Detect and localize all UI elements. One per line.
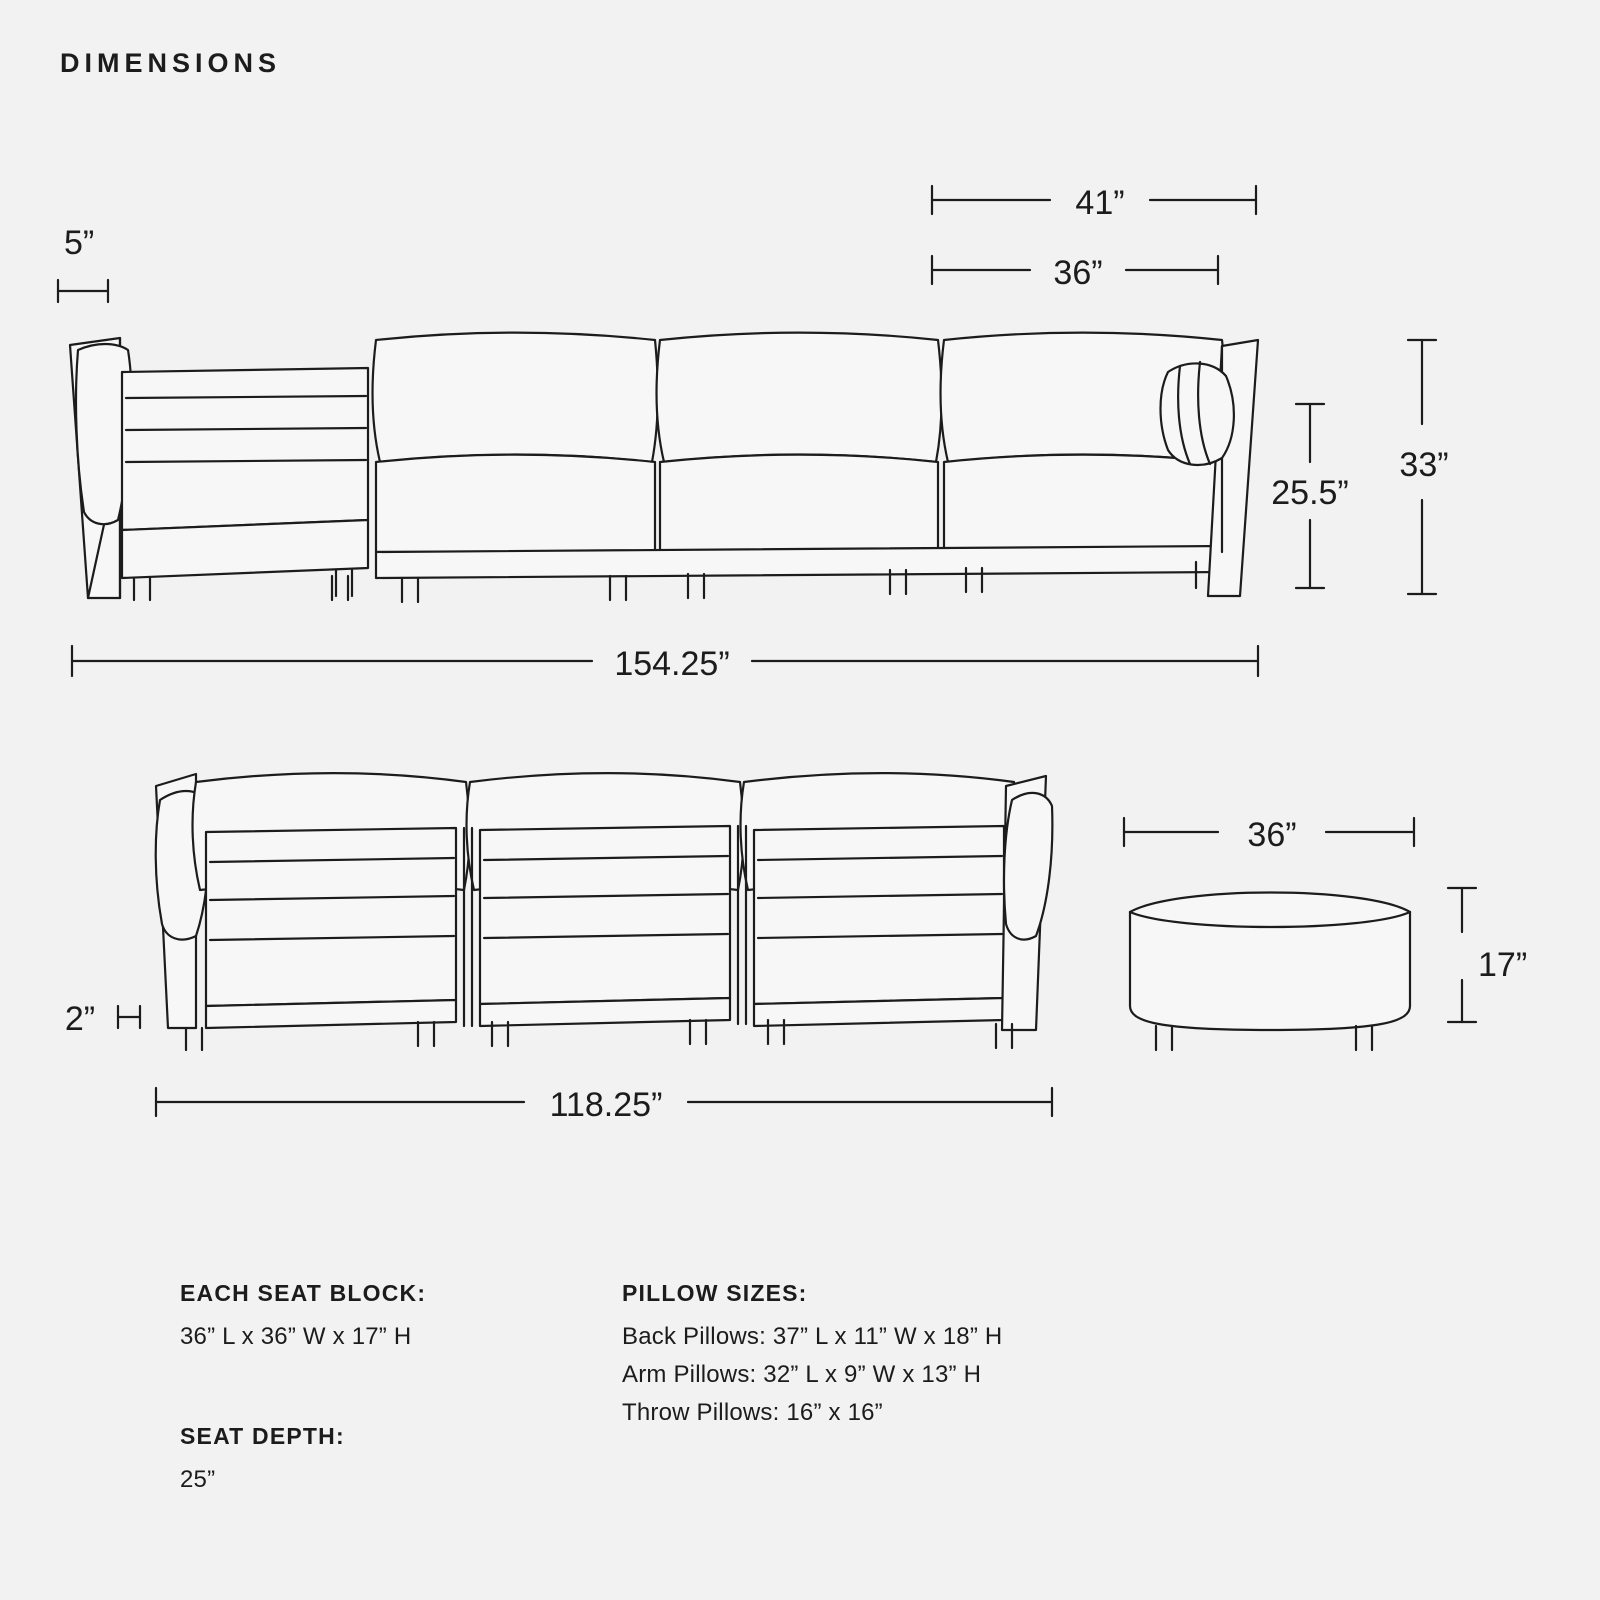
label-arm-width: 5”: [64, 224, 95, 262]
label-154-25: 154.25”: [614, 645, 730, 683]
seat-block-value: 36” L x 36” W x 17” H: [180, 1323, 412, 1350]
label-17: 17”: [1478, 946, 1528, 984]
label-118-25: 118.25”: [549, 1086, 663, 1124]
dim-17: [1448, 888, 1476, 1022]
dim-2: [118, 1006, 140, 1028]
spacer: [180, 1361, 600, 1423]
label-36-top: 36”: [1053, 254, 1103, 292]
sofa-top-view: [156, 773, 1053, 1050]
sofa-front-view: [70, 333, 1258, 603]
dim-arm-width-5: [58, 280, 108, 302]
label-41: 41”: [1075, 184, 1125, 222]
seat-depth-value: 25”: [180, 1466, 216, 1493]
pillow-size-arm: Arm Pillows: 32” L x 9” W x 13” H: [622, 1361, 982, 1388]
ottoman-view: [1130, 893, 1410, 1051]
page-title: DIMENSIONS: [60, 48, 282, 78]
label-36-ottoman: 36”: [1247, 816, 1297, 854]
seat-depth-heading: SEAT DEPTH:: [180, 1423, 345, 1449]
pillow-size-throw: Throw Pillows: 16” x 16”: [622, 1399, 883, 1426]
specs-column-left: [180, 1280, 600, 1504]
specs-column-right: [622, 1280, 1242, 1437]
pillow-size-back: Back Pillows: 37” L x 11” W x 18” H: [622, 1323, 1003, 1350]
label-33: 33”: [1399, 446, 1449, 484]
pillow-sizes-heading: PILLOW SIZES:: [622, 1280, 808, 1306]
label-25-5: 25.5”: [1271, 474, 1349, 512]
label-2: 2”: [64, 1000, 96, 1038]
seat-block-heading: EACH SEAT BLOCK:: [180, 1280, 427, 1306]
